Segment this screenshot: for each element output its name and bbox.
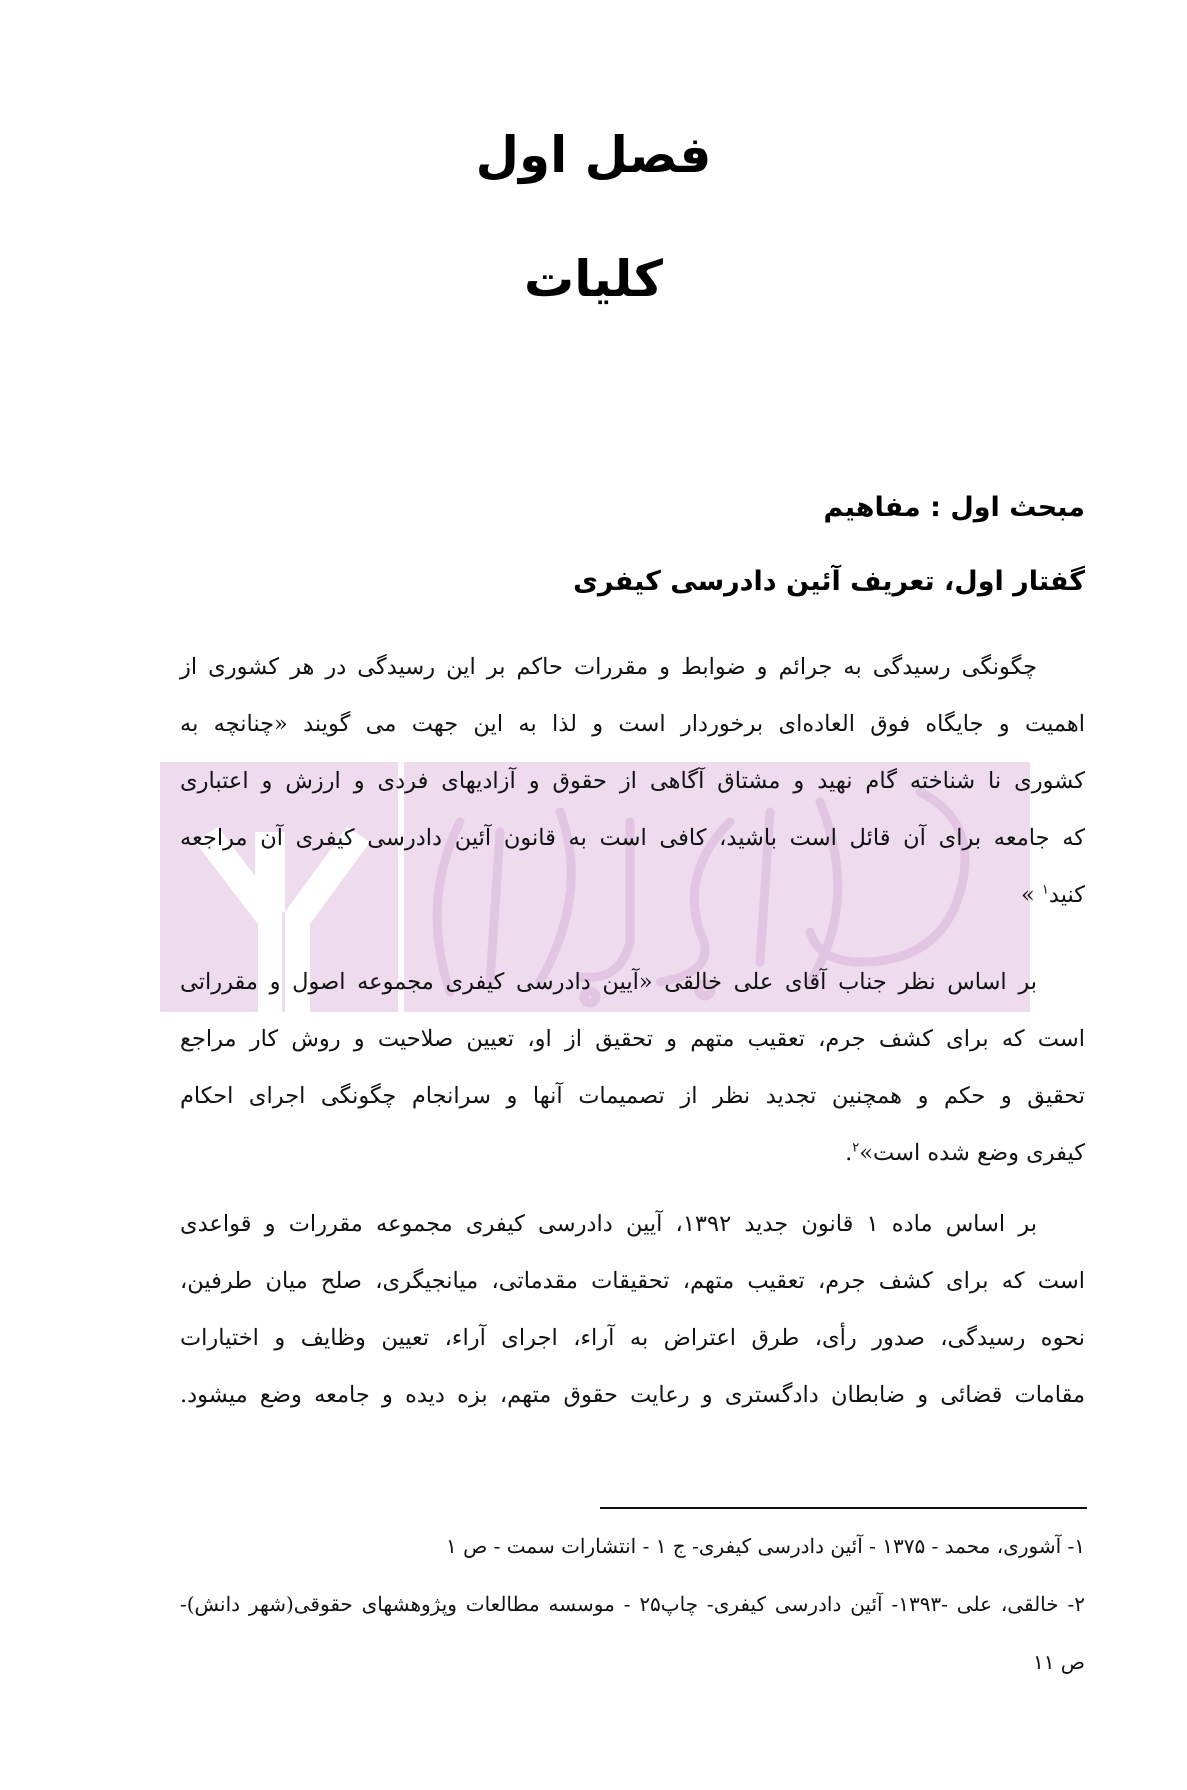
paragraph-3 — [180, 1196, 1085, 1424]
paragraph-1 — [180, 639, 1085, 924]
footnote-divider — [600, 1507, 1087, 1509]
footnote-ref-2[interactable]: ۲ — [852, 1140, 860, 1156]
paragraph-line-text: کیفری وضع شده است» — [859, 1140, 1085, 1166]
paragraph-line: چگونگی رسیدگی به جرائم و ضوابط و مقررات حاکم بر این رسیدگی در هر کشوری از — [180, 654, 1037, 680]
footnote-ref-1[interactable]: ۱ — [1041, 882, 1049, 898]
chapter-title: فصل اول — [475, 126, 712, 184]
paragraph-line: مقامات قضائی و ضابطان دادگستری و رعایت حقوق متهم، بزه دیده و جامعه وضع میشود. — [180, 1382, 1085, 1408]
paragraph-2 — [180, 954, 1085, 1182]
paragraph-line-text: کنید — [1048, 882, 1085, 908]
paragraph-line — [180, 1125, 1085, 1182]
paragraph-line: که جامعه برای آن قائل است باشید، کافی است به قانون آئین دادرسی کیفری آن مراجعه — [180, 825, 1085, 851]
closing-period: . — [845, 1140, 853, 1166]
footnote-1: ۱- آشوری، محمد - ۱۳۷۵ - آئین دادرسی کیفری- ج ۱ - انتشارات سمت - ص ۱ — [446, 1534, 1085, 1558]
paragraph-line: است که برای کشف جرم، تعقیب متهم، تحقیقات مقدماتی، میانجیگری، صلح میان طرفین، — [180, 1268, 1085, 1294]
paragraph-line: نحوه رسیدگی، صدور رأی، طرق اعتراض به آراء، اجرای آراء، تعیین وظایف و اختیارات — [180, 1325, 1085, 1351]
paragraph-line: کشوری نا شناخته گام نهید و مشتاق آگاهی از حقوق و آزادیهای فردی و ارزش و اعتباری — [180, 768, 1085, 794]
paragraph-line: اهمیت و جایگاه فوق العاده‌ای برخوردار است و لذا به این جهت می گویند «چنانچه به — [180, 711, 1085, 737]
footnotes — [180, 1517, 1085, 1691]
subsection-heading: گفتار اول، تعریف آئین دادرسی کیفری — [573, 566, 1085, 597]
paragraph-line: تحقیق و حکم و همچنین تجدید نظر از تصمیمات آنها و سرانجام چگونگی اجرای احکام — [180, 1083, 1085, 1109]
footnote-2-continued: ص ۱۱ — [1032, 1650, 1085, 1674]
closing-quote: » — [1020, 882, 1035, 908]
chapter-subtitle: کلیات — [524, 250, 663, 308]
paragraph-line — [180, 867, 1085, 924]
footnote-2: ۲- خالقی، علی -۱۳۹۳- آئین دادرسی کیفری- چاپ۲۵ - موسسه مطالعات وپژوهشهای حقوقی(شهر دانش)- — [180, 1592, 1085, 1616]
paragraph-line: است که برای کشف جرم، تعقیب متهم و تحقیق از او، تعیین صلاحیت و روش کار مراجع — [180, 1026, 1085, 1052]
paragraph-line: بر اساس نظر جناب آقای علی خالقی «آیین دادرسی کیفری مجموعه اصول و مقرراتی — [180, 969, 1037, 995]
paragraph-line: بر اساس ماده ۱ قانون جدید ۱۳۹۲، آیین دادرسی کیفری مجموعه مقررات و قواعدی — [180, 1211, 1037, 1237]
watermark-text: دادبازار — [760, 904, 790, 915]
section-heading: مبحث اول : مفاهیم — [823, 492, 1085, 523]
